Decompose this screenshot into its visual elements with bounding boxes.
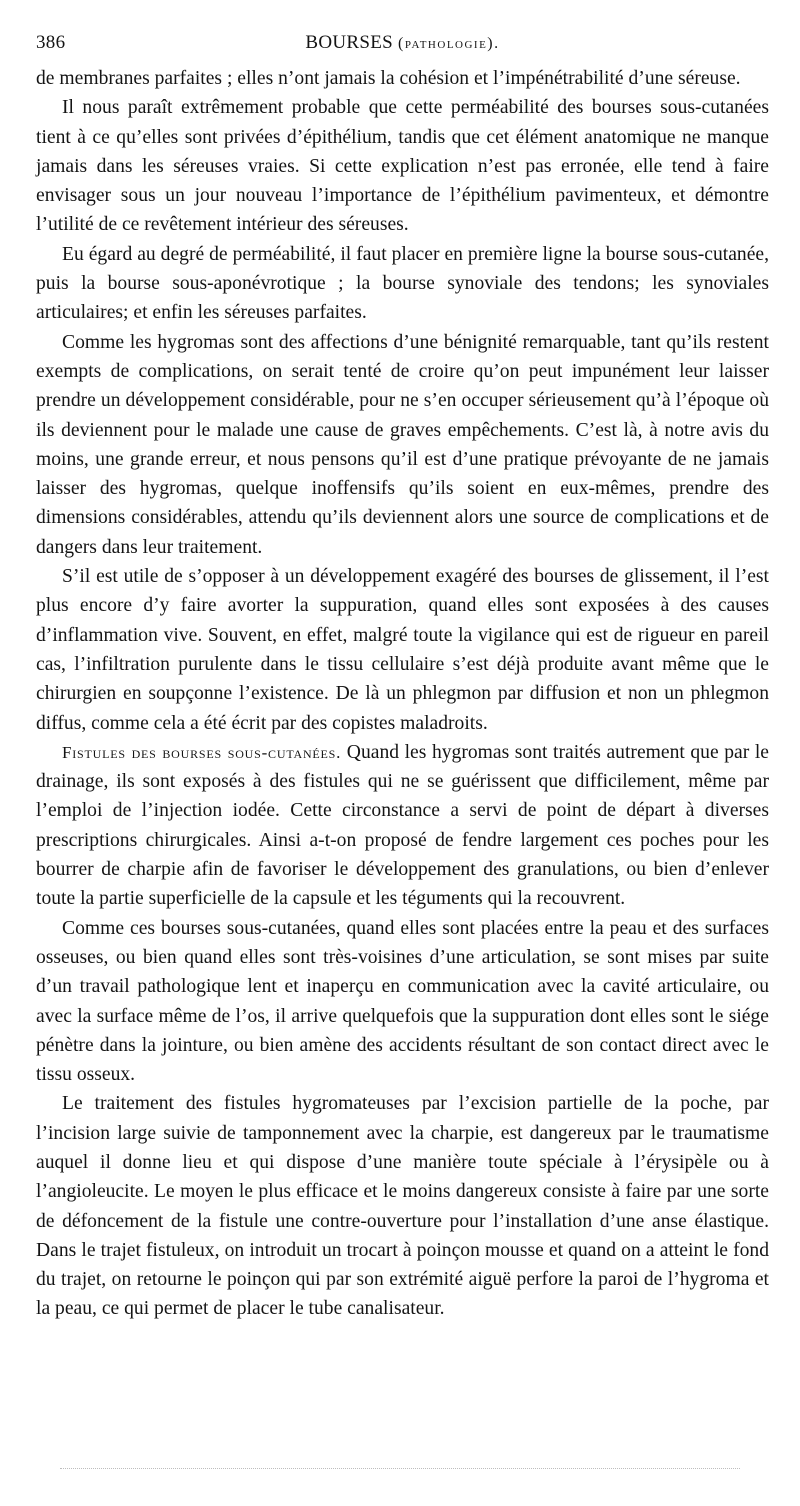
- document-page: [36, 30, 769, 1324]
- section-title: Fistules des bourses sous-cutanées.: [62, 742, 342, 762]
- paragraph: de membranes parfaites ; elles n’ont jamais la cohésion et l’impénétrabilité d’une séreuse.: [36, 68, 741, 89]
- bottom-rule: [60, 1468, 740, 1469]
- paragraph: Comme les hygromas sont des affections d’une bénignité remarquable, tant qu’ils restent exempts de complications, on serait tenté de croire qu’on peut impunément leur laisser prendre un développement considérable, pour ne s’en occuper sérieusement qu’à l’époque où ils deviennent pour le malade une cause de graves empêchements. C’est là, à notre avis du moins, une grande erreur, et nous pensons qu’il est d’une pratique prévoyante de ne jamais laisser des hygromas, quelque inoffensifs qu’ils soient en eux-mêmes, prendre des dimensions considérables, attendu qu’ils deviennent alors une source de complications et de dangers dans leur traitement.: [36, 331, 769, 558]
- paragraph: Eu égard au degré de perméabilité, il faut placer en première ligne la bourse sous-cutanée, puis la bourse sous-aponévrotique ; la bourse synoviale des tendons; les synoviales articulaires; et enfin les séreuses parfaites.: [36, 243, 769, 324]
- paragraph: Comme ces bourses sous-cutanées, quand elles sont placées entre la peau et des surfaces osseuses, ou bien quand elles sont très-voisines d’une articulation, se sont mises par suite d’un travail pathologique lent et inaperçu en communication avec la cavité articulaire, ou avec la surface même de l’os, il arrive quelquefois que la suppuration dont elles sont le siége pénètre dans la jointure, ou bien amène des accidents résultant de son contact direct avec le tissu osseux.: [36, 917, 769, 1086]
- paragraph: S’il est utile de s’opposer à un développement exagéré des bourses de glissement, il l’est plus encore d’y faire avorter la suppuration, quand elles sont exposées à des causes d’inflammation vive. Souvent, en effet, malgré toute la vigilance qui est de rigueur en pareil cas, l’infiltration purulente dans le tissu cellulaire s’est déjà produite avant même que le chirurgien en soupçonne l’existence. De là un phlegmon par diffusion et non un phlegmon diffus, comme cela a été écrit par des copistes maladroits.: [36, 566, 769, 734]
- page-number: 386: [36, 32, 66, 53]
- paragraph: Il nous paraît extrêmement probable que cette perméabilité des bourses sous-cutanées tient à ce qu’elles sont privées d’épithélium, tandis que cet élément anatomique ne manque jamais dans les séreuses vraies. Si cette explication n’est pas erronée, elle tend à faire envisager sous un jour nouveau l’importance de l’épithélium pavimenteux, et démontre l’utilité de ce revêtement intérieur des séreuses.: [36, 97, 769, 236]
- running-title-main: BOURSES: [305, 32, 393, 53]
- body-text: [36, 64, 769, 1324]
- section-text: Quand les hygromas sont traités autrement que par le drainage, ils sont exposés à des fistules qui ne se guérissent que difficilement, même par l’emploi de l’injection iodée. Cette circonstance a servi de point de départ à diverses prescriptions chirurgicales. Ainsi a-t-on proposé de fendre largement ces poches pour les bourrer de charpie afin de favoriser le développement des granulations, ou bien d’enlever toute la partie superficielle de la capsule et les téguments qui la recouvrent.: [36, 741, 769, 910]
- section-paragraph: [36, 738, 769, 914]
- running-title: [36, 32, 769, 54]
- running-title-subtitle: (pathologie).: [398, 35, 500, 52]
- paragraph: Le traitement des fistules hygromateuses par l’excision partielle de la poche, par l’incision large suivie de tamponnement avec la charpie, est dangereux par le traumatisme auquel il donne lieu et qui dispose d’une manière toute spéciale à l’érysipèle ou à l’angioleucite. Le moyen le plus efficace et le moins dangereux consiste à faire par une sorte de défoncement de la fistule une contre-ouverture pour l’installation d’une anse élastique. Dans le trajet fistuleux, on introduit un trocart à poinçon mousse et quand on a atteint le fond du trajet, on retourne le poinçon qui par son extrémité aiguë perfore la paroi de l’hygroma et la peau, ce qui permet de placer le tube canalisateur.: [36, 1093, 769, 1320]
- running-head: [36, 30, 769, 60]
